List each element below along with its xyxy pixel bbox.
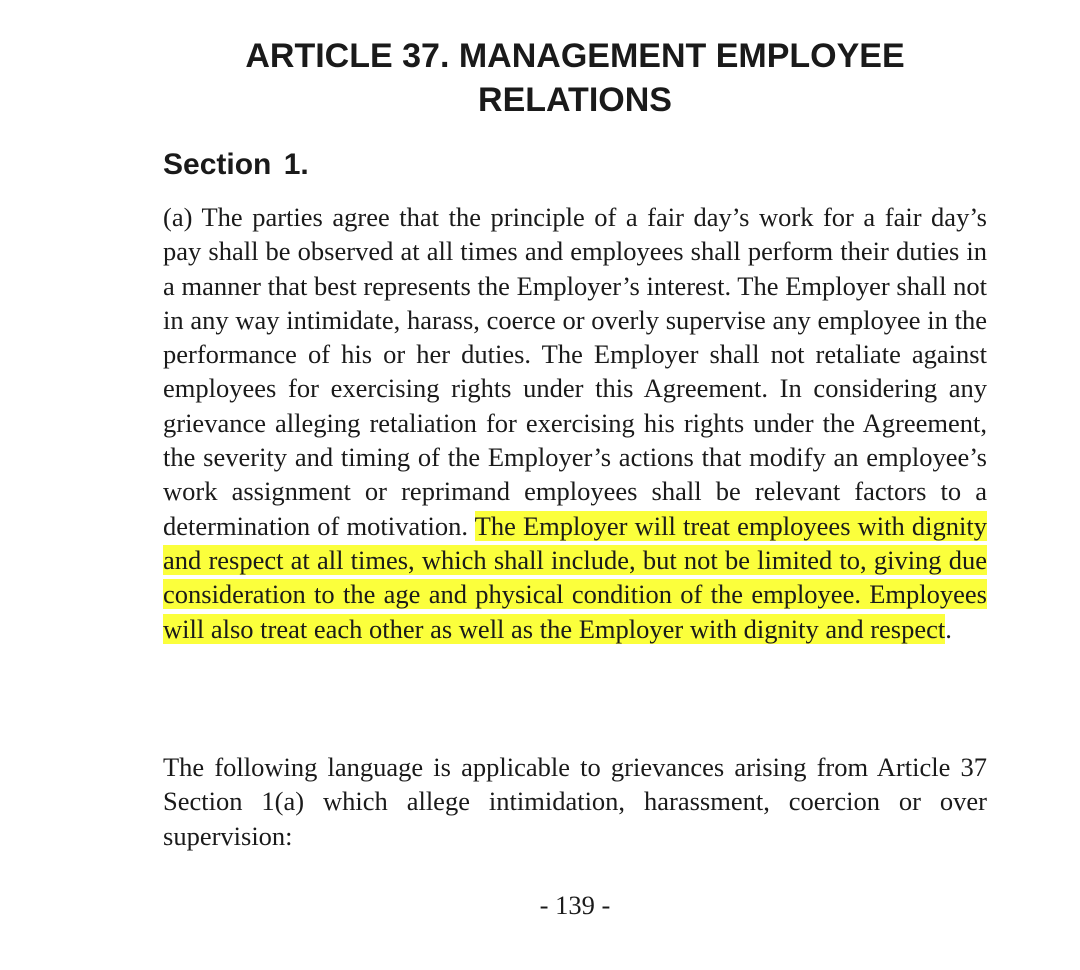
paragraph-a-trailing: . xyxy=(945,613,952,644)
highlighted-passage: The Employer will treat employees with dignity and respect at all times, which shall include, but not be limited to, giving due consideration to the age and physical condition of the employee. Employees will also treat each other as well as the Employer with dignity and respect xyxy=(163,510,987,644)
article-title-line-2: RELATIONS xyxy=(478,81,672,119)
paragraph-a-text: (a) The parties agree that the principle of a fair day’s work for a fair day’s pay shall be observed at all times and employees shall perform their duties in a manner that best represents the Employer’s interest. The Employer shall not in any way intimidate, harass, coerce or overly supervise any employee in the performance of his or her duties. The Employer shall not retaliate against employees for exercising rights under this Agreement. In considering any grievance alleging retaliation for exercising his rights under the Agreement, the severity and timing of the Employer’s actions that modify an employee’s work assignment or reprimand employees shall be relevant factors to a determination of motivation. xyxy=(163,202,987,541)
section-heading: Section 1. xyxy=(163,148,309,181)
document-page xyxy=(163,0,987,970)
article-title xyxy=(163,34,987,122)
page-number: - 139 - xyxy=(539,890,611,920)
article-title-line-1: ARTICLE 37. MANAGEMENT EMPLOYEE xyxy=(245,37,905,75)
paragraph-a xyxy=(163,200,987,646)
paragraph-b: The following language is applicable to grievances arising from Article 37 Section 1(a) which allege intimidation, harassment, coercion or over supervision: xyxy=(163,752,987,851)
